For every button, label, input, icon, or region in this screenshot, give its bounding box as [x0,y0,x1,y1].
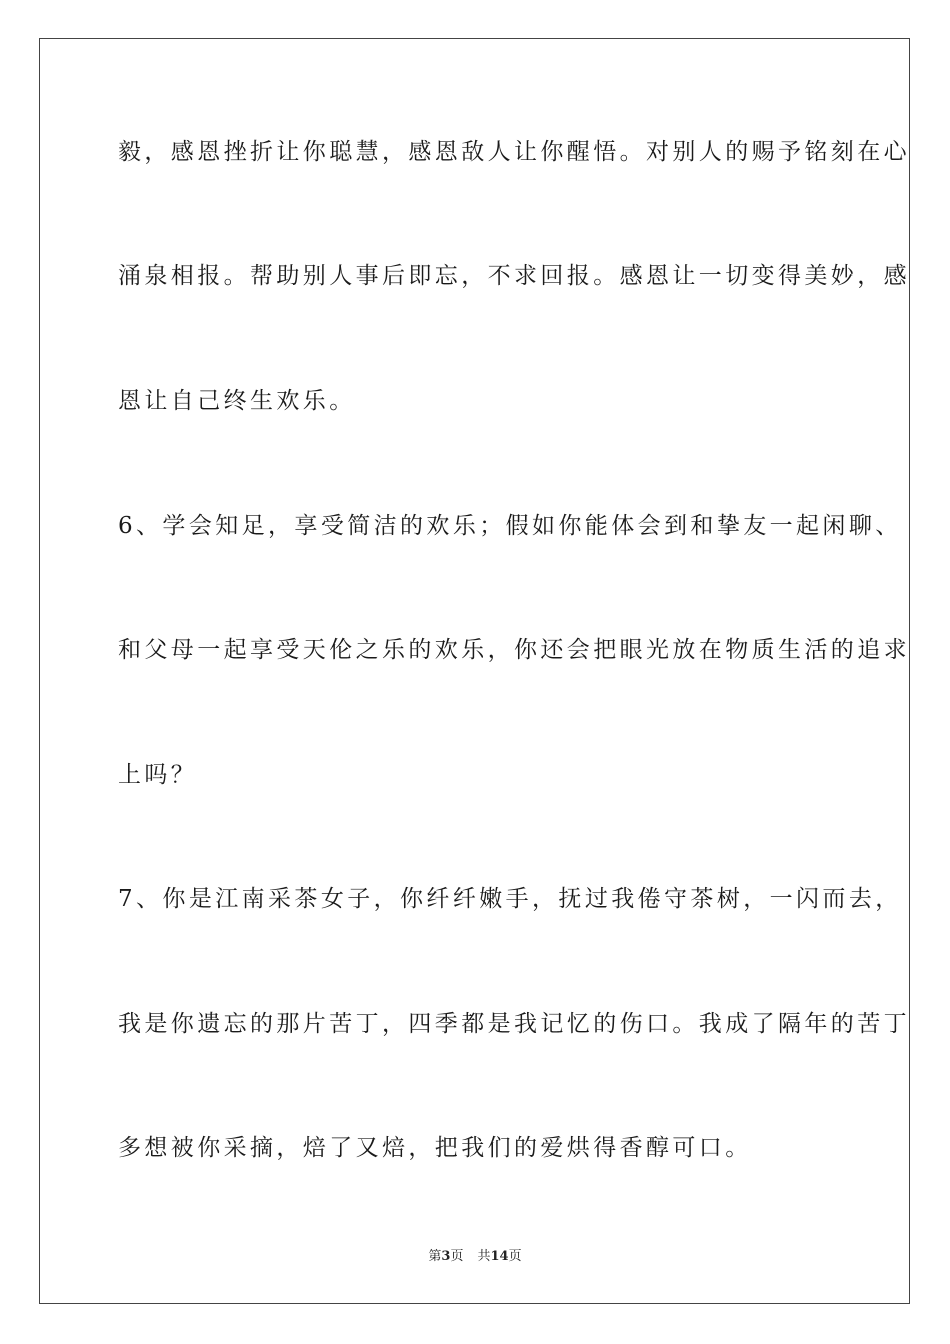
text-line: 涌泉相报。帮助别人事后即忘，不求回报。感恩让一切变得美妙，感 [118,263,910,289]
total-prefix: 共 [477,1249,491,1264]
text-line: 毅，感恩挫折让你聪慧，感恩敌人让你醒悟。对别人的赐予铭刻在心 [118,139,910,165]
page-border [39,38,910,1304]
total-pages: 14 [490,1249,509,1264]
text-line: 6、学会知足，享受简洁的欢乐；假如你能体会到和挚友一起闲聊、 [118,513,902,539]
page-prefix: 第 [428,1249,442,1264]
text-line: 7、你是江南采茶女子，你纤纤嫩手，抚过我倦守茶树，一闪而去， [118,886,902,912]
page-number: 3 [441,1249,451,1264]
text-line: 恩让自己终生欢乐。 [118,388,356,414]
text-line: 和父母一起享受天伦之乐的欢乐，你还会把眼光放在物质生活的追求 [118,637,910,663]
total-suffix: 页 [508,1249,522,1264]
text-line: 上吗？ [118,762,198,788]
page-footer [0,1248,950,1266]
text-line: 多想被你采摘，焙了又焙，把我们的爱烘得香醇可口。 [118,1135,752,1161]
page-suffix: 页 [450,1249,464,1264]
text-line: 我是你遗忘的那片苦丁，四季都是我记忆的伤口。我成了隔年的苦丁 [118,1011,910,1037]
